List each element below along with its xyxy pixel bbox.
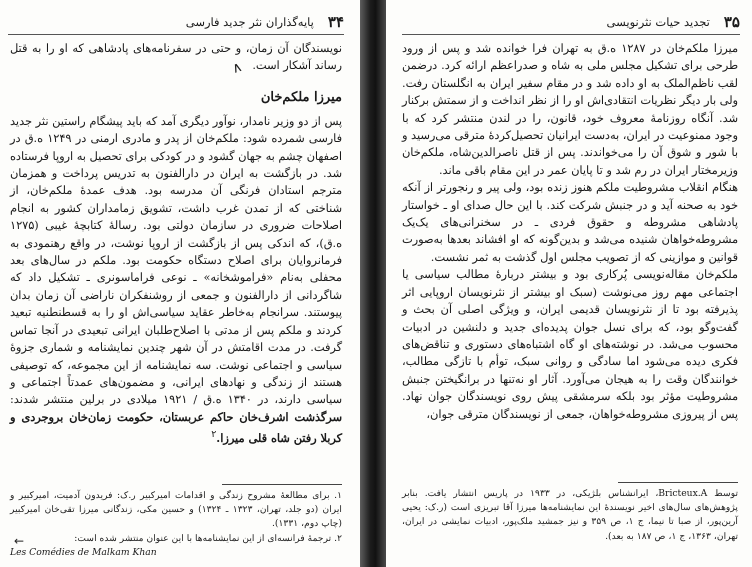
- right-page-running-title: تجدید حیات نثرنویسی: [606, 15, 710, 29]
- book-gutter: [360, 0, 386, 567]
- right-page-number: ۳۵: [723, 13, 740, 31]
- right-page: [386, 0, 752, 567]
- left-body-text: پس از دو وزیر نامدار، نوآور دیگری آمد که باید پیشگام راستین نثر جدید فارسی شمرده شود: ملکم‌خان از پدر و مادری ارمنی در ۱۲۴۹ ه.ق در اصفهان چشم به جهان گشود و در کودکی برای تحصیل به اروپا فرستاده شد. در بازگشت به ایران در دارالفنون به تدریس پرداخت و همزمان مترجم استادان فرنگی آن مدرسه بود. هدف عمدهٔ ملکم‌خان، از شناختی که از تمدن غرب داشت، تشویق زمامداران کشور به انجام اصلاحات ضروری در سازمان دولتی بود. رسالهٔ کتابچهٔ غیبی (۱۲۷۵ ه.ق)، که اندکی پس از بازگشت از اروپا نوشت، در واقع رهنمودی به فرمانروایان برای اصلاح دستگاه حکومت بود. ملکم در سال‌های بعد محفلی به‌نام «فراموشخانه» ـ نوعی فراماسونری ـ تشکیل داد که شاگردانی از دارالفنون و جمعی از روشنفکران ناراضی آن زمان بدان پیوستند. سرانجام به‌خاطر عقاید سیاسی‌اش او را به قسطنطنیه تبعید کردند و ملکم پس از مدتی با اصلاح‌طلبان ایرانی تبعیدی در آنجا تماس گرفت. در مدت اقامتش در آن شهر چندین نمایشنامه و شماری جزوهٔ سیاسی و اجتماعی نوشت. سه نمایشنامه از این مجموعه، که توصیفی هستند از زندگی و نهادهای ایرانی، و مضمون‌های عمدتاً اجتماعی و سیاسی دارند، در ۱۳۴۰ ه.ق / ۱۹۲۱ میلادی در برلین منتشر شدند:: [10, 114, 342, 407]
- right-page-body: [402, 40, 738, 423]
- left-page-body: [10, 40, 342, 447]
- left-page: [0, 0, 360, 567]
- footnote-author: Bricteux: [658, 488, 698, 499]
- footnote-prefix: توسط: [714, 488, 739, 499]
- left-intro-paragraph: نویسندگان آن زمان، و حتی در سفرنامه‌های پادشاهی که او را به قتل رساند آشکار است.: [10, 42, 342, 73]
- right-paragraph-2: هنگام انقلاب مشروطیت ملکم هنوز زنده بود، ولی پیر و رنجورتر از آنکه خود به صحنه آید و در جنبش شرکت کند. با این حال صدای او ـ خواستار پادشاهی مشروطه و حقوق فردی ـ در سخنرانی‌های یک‌یک مشروطه‌خواهان شنیده می‌شد و بدین‌گونه که او افشاند بعدها به‌صورت قوانین و موازینی که از تصویب مجلس اول گذشت به ثمر نشست.: [402, 181, 738, 264]
- left-body-paragraph: [10, 113, 342, 447]
- footnote-latin-title: Les Comédies de Malkam Khan: [10, 546, 157, 558]
- footnote-1: ۱. برای مطالعهٔ مشروح زندگی و اقدامات امیرکبیر ر.ک: فریدون آدمیت، امیرکبیر و ایران (دو جلد، تهران، ۱۳۲۳ ـ ۱۳۲۴) و حسین مکی، زندگانی میرزا تقی‌خان امیرکبیر (چاپ دوم، ۱۳۳۱).: [10, 490, 342, 530]
- play-titles: سرگذشت اشرف‌خان حاکم عربستان، حکومت زمان‌خان بروجردی و کربلا رفتن شاه قلی میرزا.: [10, 409, 342, 445]
- continue-arrow-icon: ←: [14, 534, 25, 548]
- footnote-2: ۲. ترجمهٔ فرانسه‌ای از این نمایشنامه‌ها با این عنوان منتشر شده است:: [74, 532, 342, 544]
- left-page-number: ۳۴: [327, 13, 344, 31]
- right-paragraph-3: ملکم‌خان مقاله‌نویسی پُرکاری بود و بیشتر دربارهٔ مطالب سیاسی یا اجتماعی مهم روز می‌نوشت (سبک او بیشتر از نثرنویسان اروپایی اثر پذیرفته بود تا از نثرنویسان قدیمی ایران، و ویژگی اصلی آن بحث و گفت‌وگو بود، که برای نسل جوان پدیده‌ای جدید و دلنشین در ادبیات محسوب می‌شد. در نوشته‌های او گاه اشتباه‌های دستوری و تناقض‌های فکری دیده می‌شود اما سادگی و روانی سبک، توأم با تازگی مطالب، خوانندگان وقت را به هیجان می‌آورد. آثار او نه‌تنها در برانگیختن جنبش مشروطیت مؤثر بود بلکه سرمشقی پیش روی نویسندگان جوان نهاد. پس از پیروزی مشروطه‌خواهان، جمعی از نویسندگان مترقی جوان،: [402, 268, 738, 421]
- left-page-header: [8, 10, 344, 35]
- right-footnote-continuation: [402, 487, 738, 544]
- footnote-ref-2: ۲: [211, 429, 217, 441]
- left-footnotes: [10, 484, 342, 560]
- section-heading-malkam-khan: میرزا ملکم‌خان: [260, 89, 342, 105]
- footnote-rule: [222, 484, 342, 485]
- right-footnotes: [402, 482, 738, 544]
- right-page-header: [402, 10, 740, 35]
- footnote-rule: [618, 482, 738, 483]
- handwritten-caret-mark: ∧: [229, 58, 245, 78]
- left-page-running-title: پایه‌گذاران نثر جدید فارسی: [185, 15, 314, 29]
- footnote-body: .A، ایرانشناس بلژیکی، در ۱۹۳۳ در پاریس انتشار یافت. بنابر پژوهش‌های سال‌های اخیر نویسندهٔ این نمایشنامه‌ها میرزا آقا تبریزی است (ر.ک: یحیی آرین‌پور، از صبا تا نیما، ج ۱، ص ۳۵۹ و نیز جمشید ملک‌پور، ادبیات نمایشی در ایران، تهران، ۱۳۶۳، ج ۱، ص ۱۸۷ به بعد).: [402, 488, 738, 542]
- right-paragraph-1: میرزا ملکم‌خان در ۱۲۸۷ ه.ق به تهران فرا خوانده شد و پس از ورود طرحی برای تشکیل مجلس ملی به شاه و صدراعظم ارائه کرد. درضمن لقب ناظم‌الملک به او داده شد و در مقام سفیر ایران به انگلستان رفت. ولی بار دیگر نظریات انتقادی‌اش او را از نظر انداخت و از سمتش برکنار شد. آنگاه روزنامهٔ معروف خود، قانون، را در لندن منتشر کرد که با وجود ممنوعیت در ایران، به‌دست ایرانیان تحصیل‌کردهٔ مترقی می‌رسید و با شور و شوق آن را می‌خواندند. پس از قتل ناصرالدین‌شاه، ملکم‌خان وزیرمختار ایران در رم شد و تا پایان عمر در این مقام باقی ماند.: [402, 42, 739, 177]
